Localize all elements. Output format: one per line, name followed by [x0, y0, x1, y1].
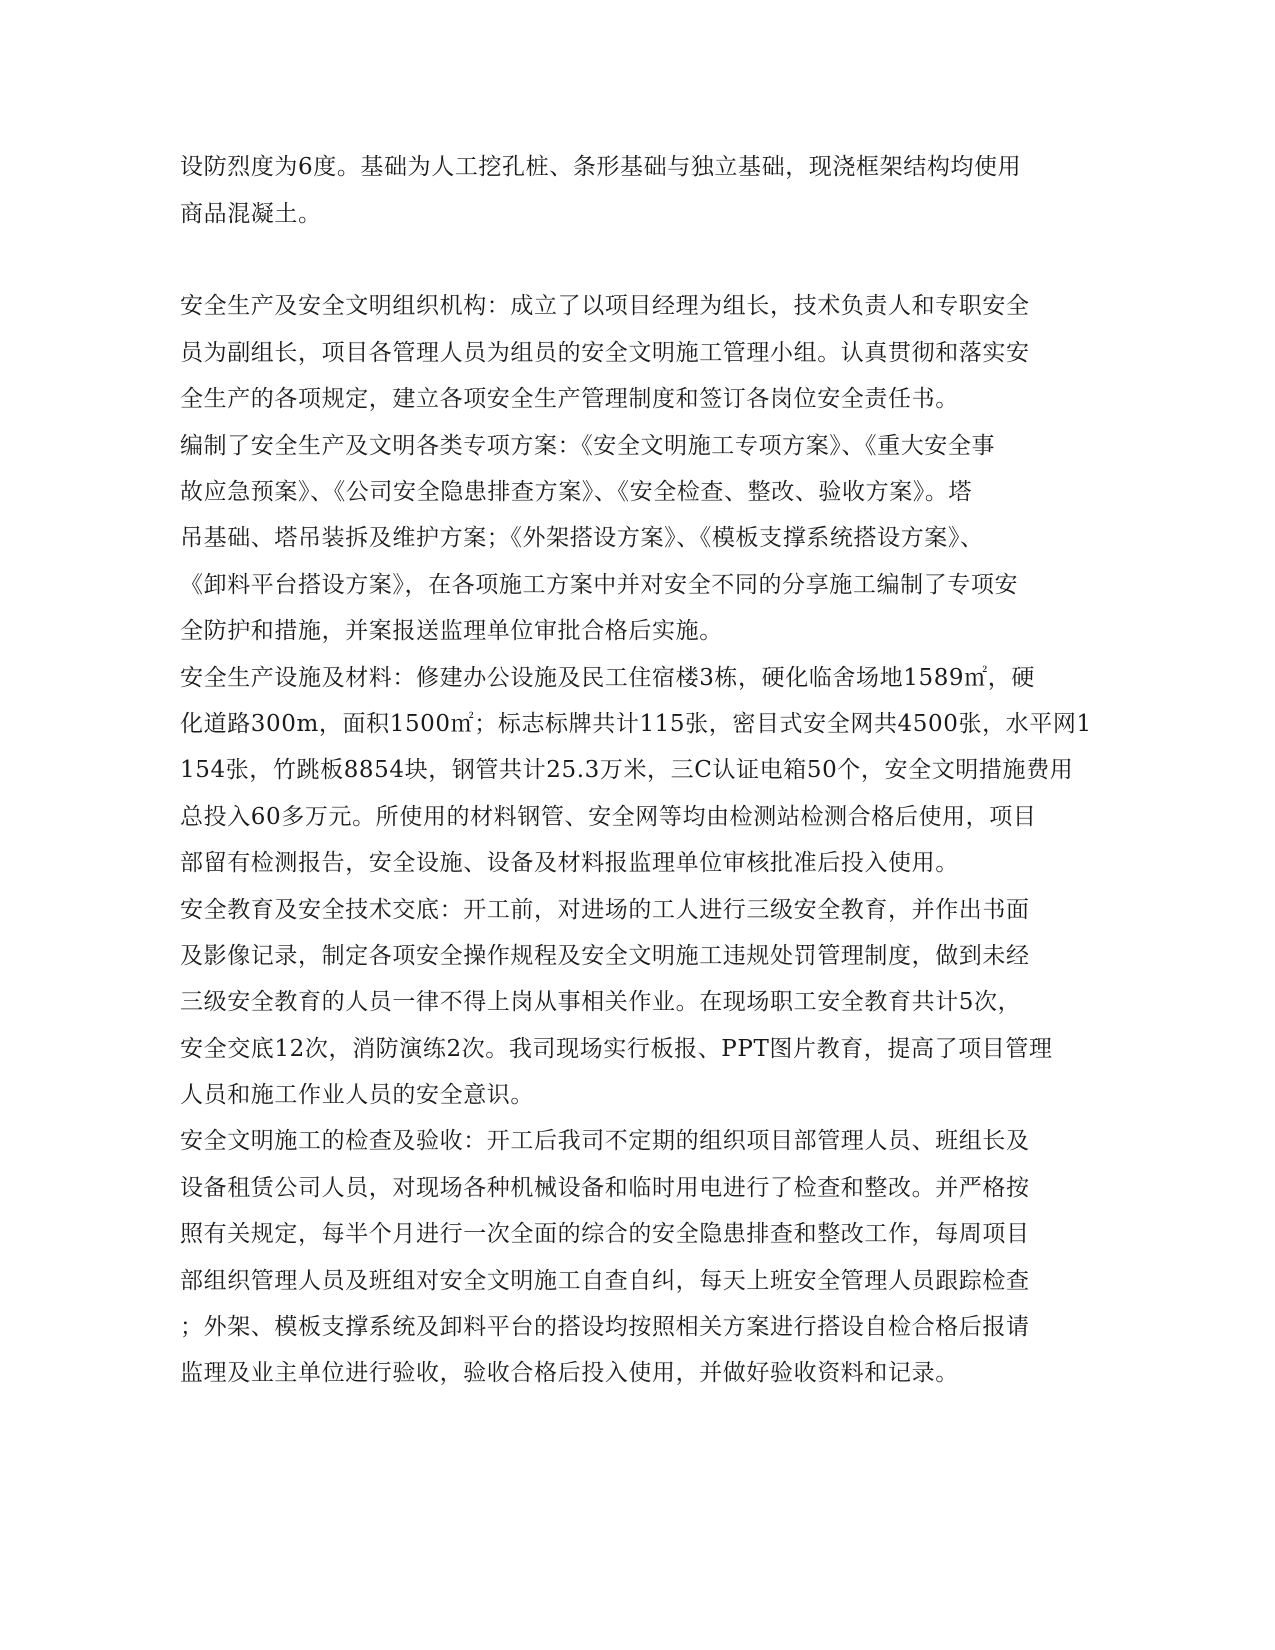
- text-line: 部组织管理人员及班组对安全文明施工自查自纠，每天上班安全管理人员跟踪检查: [180, 1268, 1030, 1294]
- text-line: 故应急预案》、《公司安全隐患排查方案》、《安全检查、整改、验收方案》。塔: [180, 479, 973, 505]
- text-line: 总投入60多万元。所使用的材料钢管、安全网等均由检测站检测合格后使用，项目: [180, 804, 1037, 830]
- text-line: 安全生产及安全文明组织机构：成立了以项目经理为组长，技术负责人和专职安全: [180, 293, 1030, 319]
- text-line: 安全交底12次，消防演练2次。我司现场实行板报、PPT图片教育，提高了项目管理: [180, 1036, 1053, 1062]
- text-line: 三级安全教育的人员一律不得上岗从事相关作业。在现场职工安全教育共计5次，: [180, 989, 1022, 1015]
- text-line: 化道路300m，面积1500㎡；标志标牌共计115张，密目式安全网共4500张，水平网1: [180, 711, 1092, 737]
- text-line: 全生产的各项规定，建立各项安全生产管理制度和签订各岗位安全责任书。: [180, 386, 959, 412]
- text-line: 吊基础、塔吊装拆及维护方案；《外架搭设方案》、《模板支撑系统搭设方案》、: [180, 525, 984, 551]
- text-line: 《卸料平台搭设方案》，在各项施工方案中并对安全不同的分享施工编制了专项安: [180, 572, 1019, 598]
- text-line: 设防烈度为6度。基础为人工挖孔桩、条形基础与独立基础，现浇框架结构均使用: [180, 154, 1022, 180]
- text-line: 人员和施工作业人员的安全意识。: [180, 1082, 534, 1108]
- text-line: 部留有检测报告，安全设施、设备及材料报监理单位审核批准后投入使用。: [180, 850, 959, 876]
- text-line: 商品混凝土。: [180, 201, 322, 227]
- text-line: 员为副组长，项目各管理人员为组员的安全文明施工管理小组。认真贯彻和落实安: [180, 340, 1030, 366]
- text-line: 安全教育及安全技术交底：开工前，对进场的工人进行三级安全教育，并作出书面: [180, 897, 1030, 923]
- text-line: 及影像记录，制定各项安全操作规程及安全文明施工违规处罚管理制度，做到未经: [180, 943, 1030, 969]
- text-line: 安全文明施工的检查及验收：开工后我司不定期的组织项目部管理人员、班组长及: [180, 1128, 1030, 1154]
- text-line: ；外架、模板支撑系统及卸料平台的搭设均按照相关方案进行搭设自检合格后报请: [180, 1314, 1030, 1340]
- text-line: 照有关规定，每半个月进行一次全面的综合的安全隐患排查和整改工作，每周项目: [180, 1221, 1030, 1247]
- text-line: 154张，竹跳板8854块，钢管共计25.3万米，三C认证电箱50个，安全文明措施费用: [180, 757, 1074, 783]
- text-line: 监理及业主单位进行验收，验收合格后投入使用，并做好验收资料和记录。: [180, 1360, 959, 1386]
- text-line: 安全生产设施及材料：修建办公设施及民工住宿楼3栋，硬化临舍场地1589㎡，硬: [180, 665, 1035, 691]
- text-line: 设备租赁公司人员，对现场各种机械设备和临时用电进行了检查和整改。并严格按: [180, 1175, 1030, 1201]
- text-line: 全防护和措施，并案报送监理单位审批合格后实施。: [180, 618, 723, 644]
- text-line: 编制了安全生产及文明各类专项方案：《安全文明施工专项方案》、《重大安全事: [180, 433, 996, 459]
